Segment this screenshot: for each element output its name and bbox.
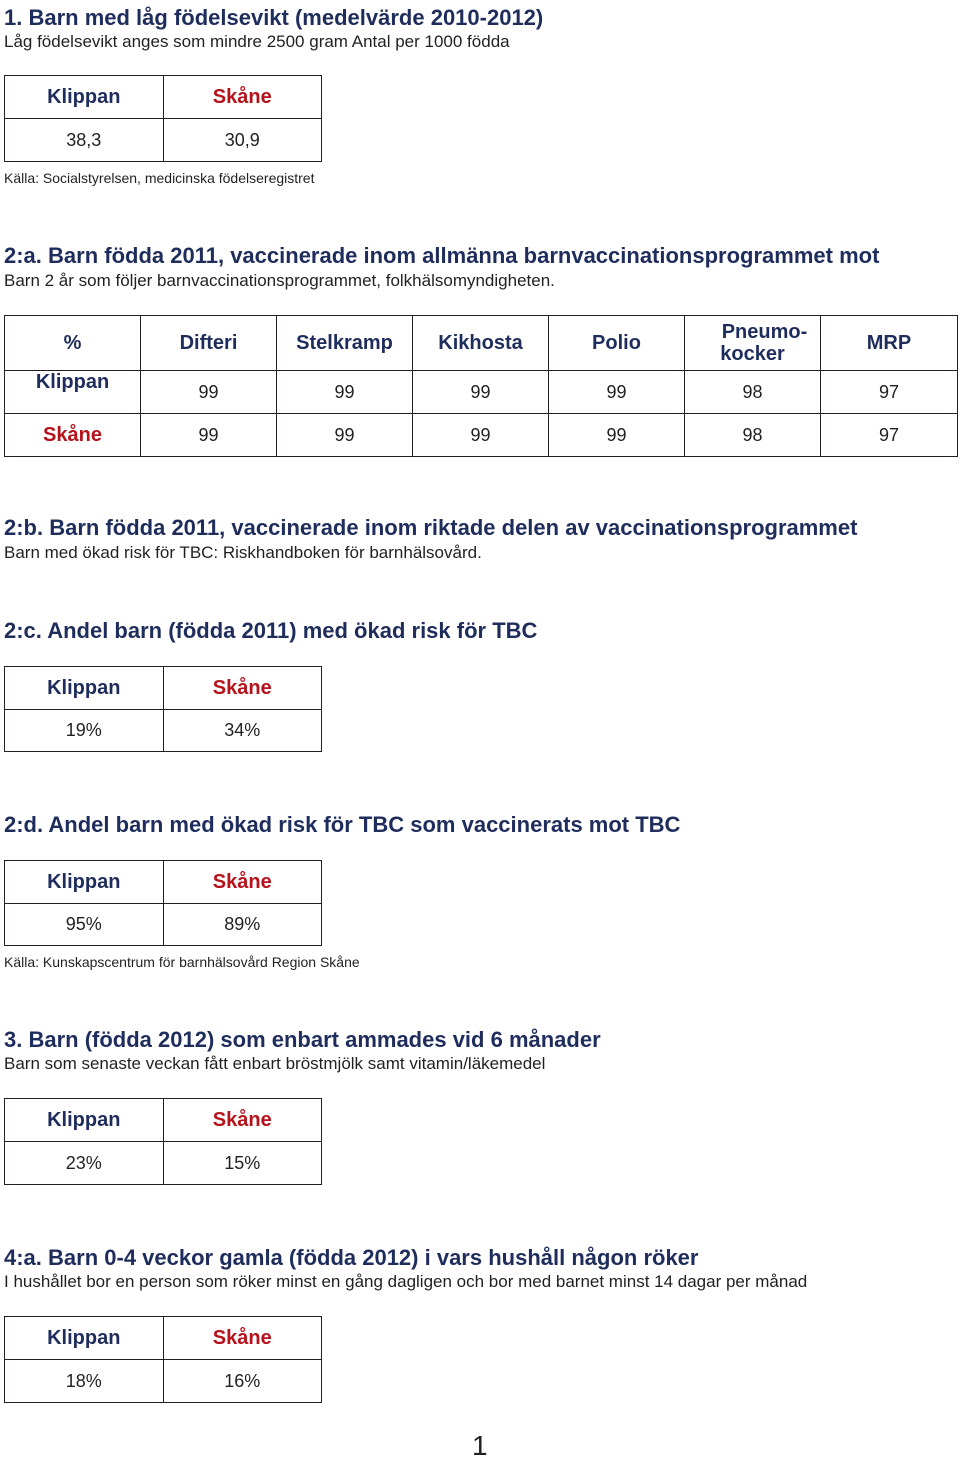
header-pneumokocker-line2: kocker [720,343,785,365]
page-number: 1 [472,1430,488,1461]
section-4a-subtitle: I hushållet bor en person som röker minst en gång dagligen och bor med barnet minst 14 dagar per månad [4,1272,808,1291]
section-2d-table [4,860,322,946]
cell-value: 99 [141,371,277,414]
header-klippan: Klippan [5,76,164,119]
value-skane: 16% [163,1360,322,1403]
cell-value: 99 [277,371,413,414]
header-stelkramp: Stelkramp [277,316,413,371]
value-klippan: 23% [5,1142,164,1185]
header-skane: Skåne [163,1099,322,1142]
header-percent: % [5,316,141,371]
cell-value: 97 [821,414,958,457]
section-2a-subtitle: Barn 2 år som följer barnvaccinationsprogrammet, folkhälsomyndigheten. [4,271,555,290]
value-skane: 34% [163,710,322,752]
header-kikhosta: Kikhosta [413,316,549,371]
section-1-table [4,75,322,162]
section-4a-table [4,1316,322,1403]
value-klippan: 95% [5,904,164,946]
value-klippan: 18% [5,1360,164,1403]
section-1-heading: 1. Barn med låg födelsevikt (medelvärde 2010-2012) [4,5,544,30]
header-pneumokocker-line1: Pneumo- [721,321,808,343]
cell-value: 98 [685,371,821,414]
header-klippan: Klippan [5,667,164,710]
header-difteri: Difteri [141,316,277,371]
table-row [5,371,958,414]
table-row [5,414,958,457]
header-skane: Skåne [163,861,322,904]
cell-value: 98 [685,414,821,457]
section-2b-subtitle: Barn med ökad risk för TBC: Riskhandboken för barnhälsovård. [4,543,482,562]
value-skane: 15% [163,1142,322,1185]
section-3-table [4,1098,322,1185]
vaccination-table [4,315,958,457]
section-2c-heading: 2:c. Andel barn (födda 2011) med ökad risk för TBC [4,618,538,643]
cell-value: 99 [413,414,549,457]
header-pneumokocker [685,316,821,371]
section-3-subtitle: Barn som senaste veckan fått enbart bröstmjölk samt vitamin/läkemedel [4,1054,546,1073]
header-mrp: MRP [821,316,958,371]
section-2d-heading: 2:d. Andel barn med ökad risk för TBC som vaccinerats mot TBC [4,812,681,837]
header-klippan: Klippan [5,1317,164,1360]
cell-value: 99 [413,371,549,414]
section-1-source: Källa: Socialstyrelsen, medicinska födelseregistret [4,170,315,186]
section-3-heading: 3. Barn (födda 2012) som enbart ammades vid 6 månader [4,1027,601,1052]
section-2b-heading: 2:b. Barn födda 2011, vaccinerade inom riktade delen av vaccinationsprogrammet [4,515,858,540]
header-polio: Polio [549,316,685,371]
cell-value: 99 [549,414,685,457]
section-1-subtitle: Låg födelsevikt anges som mindre 2500 gram Antal per 1000 födda [4,32,510,51]
row-label-skane: Skåne [5,414,141,457]
value-klippan: 19% [5,710,164,752]
section-2c-table [4,666,322,752]
header-skane: Skåne [163,667,322,710]
value-skane: 89% [163,904,322,946]
value-klippan: 38,3 [5,119,164,162]
section-2a-heading: 2:a. Barn födda 2011, vaccinerade inom allmänna barnvaccinationsprogrammet mot [4,243,880,268]
value-skane: 30,9 [163,119,322,162]
header-skane: Skåne [163,76,322,119]
header-skane: Skåne [163,1317,322,1360]
header-klippan: Klippan [5,1099,164,1142]
section-4a-heading: 4:a. Barn 0-4 veckor gamla (födda 2012) i vars hushåll någon röker [4,1245,699,1270]
cell-value: 97 [821,371,958,414]
cell-value: 99 [549,371,685,414]
cell-value: 99 [277,414,413,457]
header-klippan: Klippan [5,861,164,904]
section-2d-source: Källa: Kunskapscentrum för barnhälsovård Region Skåne [4,954,360,970]
cell-value: 99 [141,414,277,457]
row-label-klippan: Klippan [5,371,141,414]
